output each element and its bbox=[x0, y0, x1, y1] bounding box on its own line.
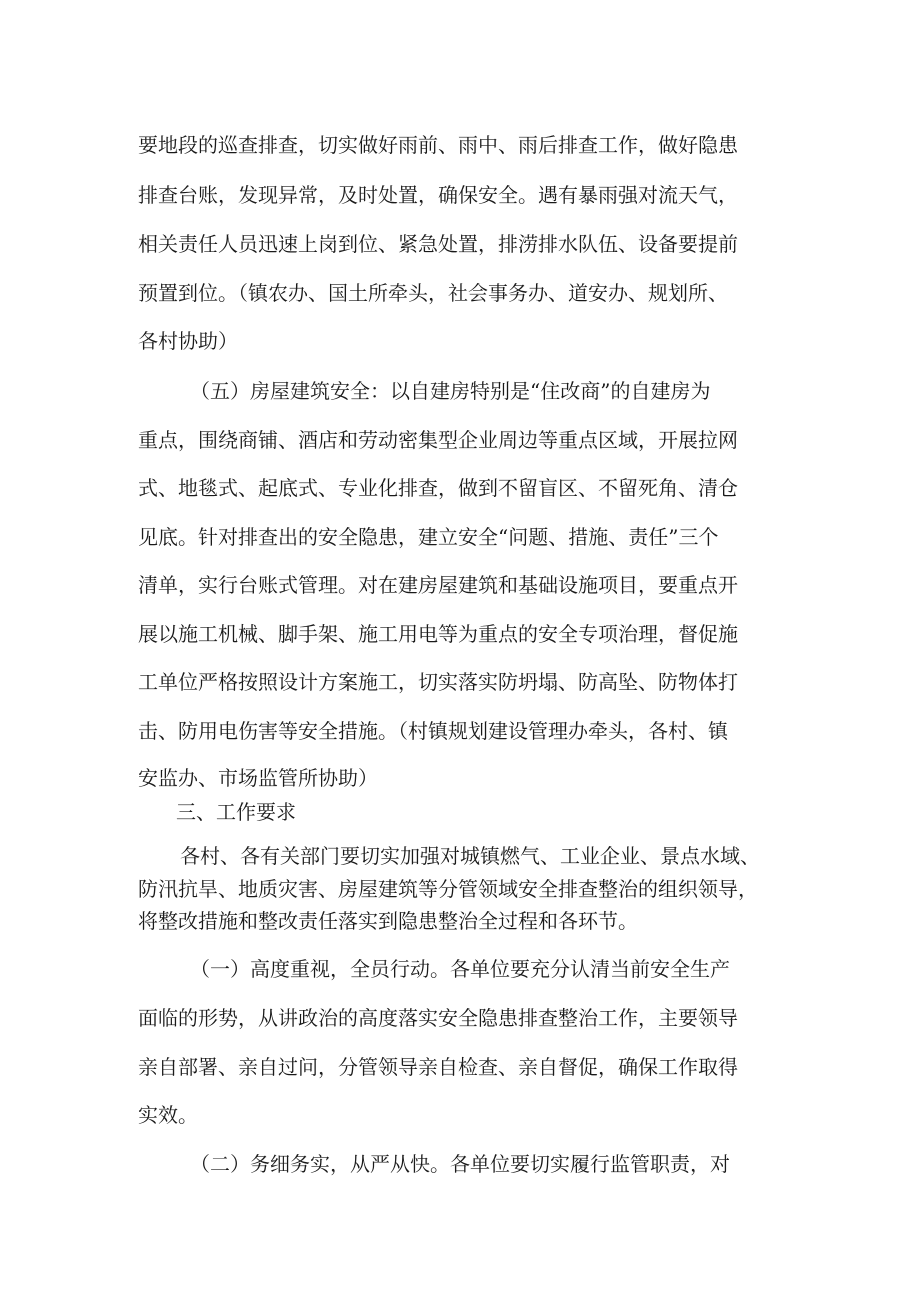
requirements-paragraph-start: 各村、各有关部门要切实加强对城镇燃气、工业企业、景点水域、 bbox=[180, 844, 760, 868]
text-line: 亲自部署、亲自过问，分管领导亲自检查、亲自督促，确保工作取得 bbox=[138, 1055, 738, 1079]
text-line: 预置到位。（镇农办、国土所牵头，社会事务办、道安办、规划所、 bbox=[138, 281, 728, 305]
text-line: 将整改措施和整改责任落实到隐患整治全过程和各环节。 bbox=[138, 909, 638, 933]
text-line: 式、地毯式、起底式、专业化排查，做到不留盲区、不留死角、清仓 bbox=[138, 476, 738, 500]
text-line: 相关责任人员迅速上岗到位、紧急处置，排涝排水队伍、设备要提前 bbox=[138, 232, 738, 256]
text-line: 工单位严格按照设计方案施工，切实落实防坍塌、防高坠、防物体打 bbox=[138, 670, 738, 694]
text-line: 实效。 bbox=[138, 1103, 198, 1127]
text-line: 见底。针对排查出的安全隐患，建立安全“问题、措施、责任”三个 bbox=[138, 525, 719, 549]
text-line: 防汛抗旱、地质灾害、房屋建筑等分管领域安全排查整治的组织领导， bbox=[138, 877, 758, 901]
item-two-paragraph-start: （二）务细务实，从严从快。各单位要切实履行监管职责，对 bbox=[190, 1152, 730, 1176]
text-line: 展以施工机械、脚手架、施工用电等为重点的安全专项治理，督促施 bbox=[138, 622, 738, 646]
text-line: 重点，围绕商铺、酒店和劳动密集型企业周边等重点区域，开展拉网 bbox=[138, 428, 738, 452]
text-line: 安监办、市场监管所协助） bbox=[138, 766, 378, 790]
text-line: 要地段的巡查排查，切实做好雨前、雨中、雨后排查工作，做好隐患 bbox=[138, 133, 738, 157]
text-line: 面临的形势，从讲政治的高度落实安全隐患排查整治工作，主要领导 bbox=[138, 1006, 738, 1030]
section-heading-work-requirements: 三、工作要求 bbox=[176, 800, 296, 824]
text-line: 各村协助） bbox=[138, 329, 238, 353]
section-five-paragraph-start: （五）房屋建筑安全：以自建房特别是“住改商”的自建房为 bbox=[190, 379, 711, 403]
item-one-paragraph-start: （一）高度重视，全员行动。各单位要充分认清当前安全生产 bbox=[190, 957, 730, 981]
text-line: 击、防用电伤害等安全措施。（村镇规划建设管理办牵头，各村、镇 bbox=[138, 719, 728, 743]
text-line: 排查台账，发现异常，及时处置，确保安全。遇有暴雨强对流天气， bbox=[138, 183, 738, 207]
text-line: 清单，实行台账式管理。对在建房屋建筑和基础设施项目，要重点开 bbox=[138, 573, 738, 597]
